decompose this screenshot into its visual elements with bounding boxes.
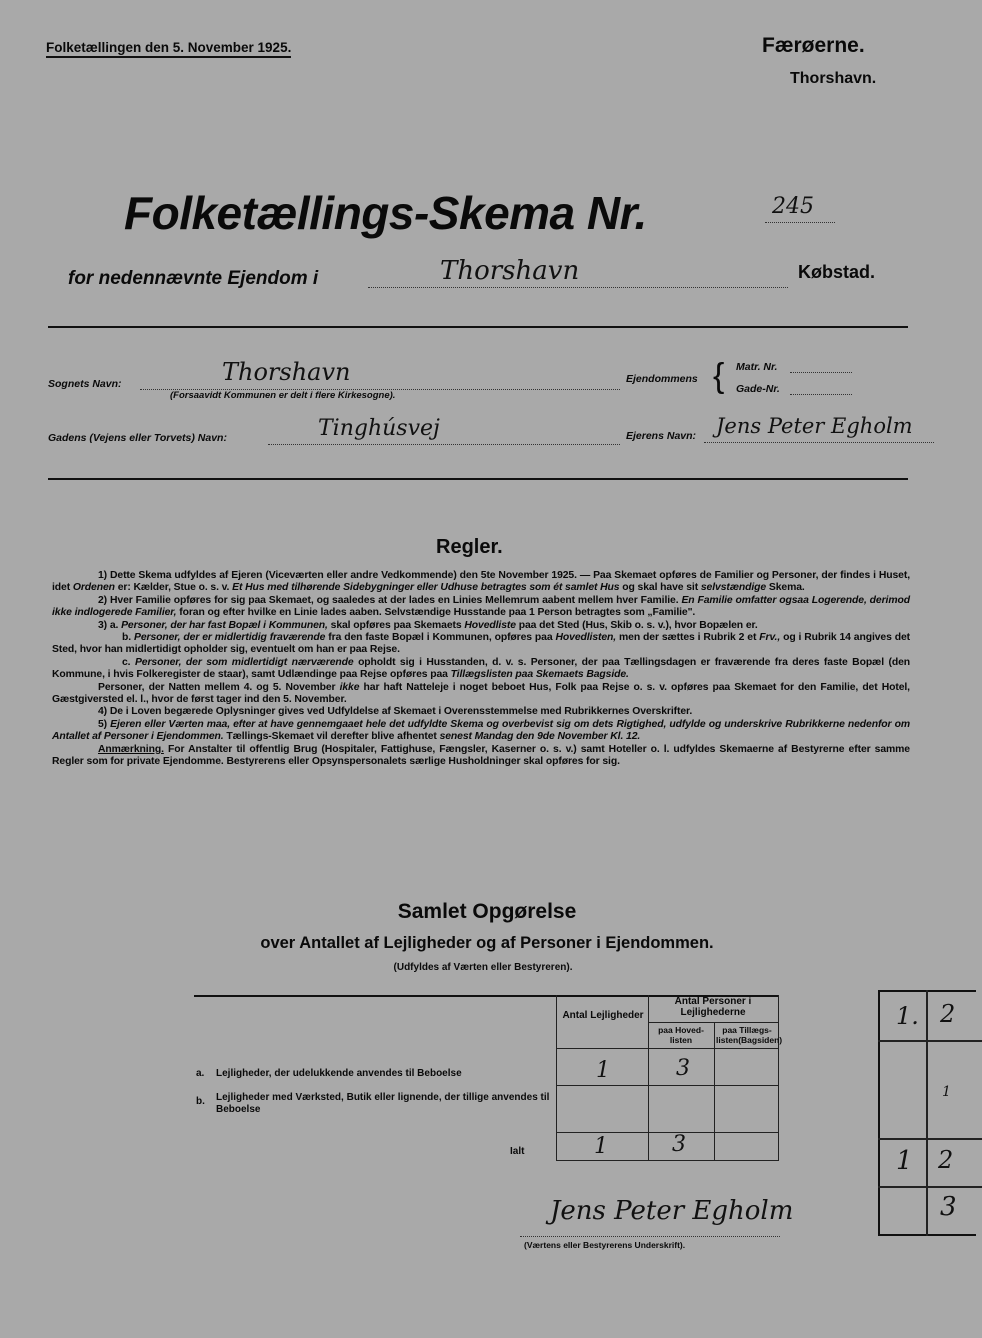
ownership-brace: { [713,357,725,395]
side-r3c2: 2 [938,1146,954,1174]
signature-caption: (Værtens eller Bestyrerens Underskrift). [524,1240,686,1250]
total-apartments-value: 1 [594,1134,608,1159]
rule-5: 5) Ejeren eller Værten maa, efter at have gennemgaaet hele det udfyldte Skema og overbevist sig om dets Rigtighed, udfylde og underskrive Rubrikkerne nedenfor om Antallet af Personer i Ejendommen. Tællings-Skemaet vil derefter blive afhentet senest Mandag den 9de November Kl. 12. [52,718,910,743]
matr-line [790,372,852,373]
street-label: Gadens (Vejens eller Torvets) Navn: [48,432,227,444]
summary-subheading: over Antallet af Lejligheder og af Personer i Ejendommen. [260,934,714,952]
fields-divider [48,478,908,480]
owner-signature: Jens Peter Egholm [550,1196,794,1226]
rule-3c: c. Personer, der som midlertidigt nærværende opholdt sig i Husstanden, d. v. s. Personer, der paa Tællingsdagen er fraværende fra deres faste Bopæl (den Kommune, i hvis Folkeregister de staar), samt Udlændinge paa Rejse opføres paa Tillægslisten paa Skemaets Bagside. [52,656,910,681]
owner-line [704,442,934,443]
side-box-divider [926,990,928,1236]
summary-note: (Udfyldes af Værten eller Bestyreren). [393,962,573,973]
row-a-main-value: 3 [676,1056,690,1081]
form-title: Folketællings-Skema Nr. [124,187,647,239]
rule-3b: b. Personer, der er midlertidig fraværende fra den faste Bopæl i Kommunen, opføres paa Hovedlisten, men der sættes i Rubrik 2 et Frv., og i Rubrik 14 angives det Sted, hvor han midlertidigt opholder sig, eventuelt om han er paa Rejse. [52,632,911,656]
row-b-label: b. [196,1096,205,1107]
side-r1c2: 2 [940,1000,956,1028]
owner-label: Ejerens Navn: [626,430,697,442]
row-a-label: a. [196,1068,205,1079]
total-label: Ialt [510,1146,525,1157]
table-col-line-4 [778,995,779,1161]
side-r1c1: 1. [896,1002,919,1030]
owner-value: Jens Peter Egholm [716,414,913,438]
parish-label: Sognets Navn: [48,378,122,390]
property-value: Thorshavn [440,256,580,286]
gade-line [790,394,852,395]
rule-note: Anmærkning. For Anstalter til offentlig Brug (Hospitaler, Fattighuse, Fængsler, Kaserner o. s. v.) samt Hoteller o. l. udfyldes Skemaerne af Bestyrerne efter samme Regler som for private Ejendomme. Bestyrerens eller Opsynspersonalets særlige Husholdninger skal opføres for sig. [52,743,910,768]
col-supp-list-header: paa Tillægs-listen(Bagsiden) [716,1025,783,1045]
summary-heading: Samlet Opgørelse [397,900,577,923]
table-row-rule-1 [556,1085,778,1086]
top-divider [48,326,908,328]
rules-heading: Regler. [436,536,503,558]
table-subhead-rule [648,1022,778,1023]
side-box-rule-2 [878,1138,982,1140]
rule-4: 4) De i Loven begærede Oplysninger gives ved Udfyldelse af Skemaet i Overensstemmelse med Rubrikkernes Overskrifter. [98,706,693,718]
rule-3d: Personer, der Natten mellem 4. og 5. November ikke har haft Natteleje i noget beboet Hus, Folk paa Rejse o. s. v. opføres paa Skemaet for den Familie, det Hotel, Gæstgiversted el. l., hvor de først tager ind den 5. November. [52,681,910,706]
parish-note: (Forsaavidt Kommunen er delt i flere Kirkesogne). [170,390,396,401]
row-a-apartments-value: 1 [596,1058,610,1083]
table-col-line-2 [648,995,649,1161]
region-label: Færøerne. [762,34,865,57]
table-bottom-rule [556,1160,778,1161]
table-col-line-1 [556,995,557,1161]
table-head-rule [556,1048,778,1049]
town-label: Thorshavn. [790,70,877,87]
rule-1: 1) Dette Skema udfyldes af Ejeren (Viceværten eller andre Vedkommende) den 5te November 1925. — Paa Skemaet opføres de Familier og Personer, der findes i Huset, idet Ordenen er: Kælder, Stue o. s. v. Et Hus med tilhørende Sidebygninger eller Udhuse betragtes som ét samlet Hus og skal have sit selvstændige Skema. [52,570,910,594]
parish-value: Thorshavn [222,358,351,386]
form-number: 245 [772,194,814,219]
table-row-rule-2 [556,1132,778,1133]
col-apartments-header: Antal Lejligheder [562,1010,644,1021]
rule-2: 2) Hver Familie opføres for sig paa Skemaet, og saaledes at der lades en Linies Mellemrum aabent mellem hver Familie. En Familie omfatter ogsaa Logerende, derimod ikke indlogerede Familier, foran og efter hvilke en Linie lades aaben. Selvstændige Husstande paa 1 Person betragtes som „Familie". [52,594,910,619]
side-r2c2: 1 [942,1084,951,1100]
matr-label: Matr. Nr. [736,361,778,373]
side-box-rule-3 [878,1186,982,1188]
side-box-rule-1 [878,1040,982,1042]
form-number-line [765,222,835,223]
rules-body [52,570,910,769]
col-persons-header: Antal Personer i Lejlighederne [674,996,752,1018]
street-line [268,444,620,445]
signature-line [520,1236,780,1237]
rule-3a: 3) a. Personer, der har fast Bopæl i Kommunen, skal opføres paa Skemaets Hovedliste paa det Sted (Hus, Skib o. s. v.), hvor Bopælen er. [98,619,758,631]
street-value: Tinghúsvej [318,416,440,441]
side-r4c2: 3 [940,1192,957,1222]
property-prefix: for nedennævnte Ejendom i [68,268,319,289]
col-main-list-header: paa Hoved-listen [658,1025,704,1045]
census-date-header: Folketællingen den 5. November 1925. [46,40,291,58]
ownership-label: Ejendommens [626,373,698,385]
row-b-text: Lejligheder med Værksted, Butik eller lignende, der tillige anvendes til Beboelse [216,1092,550,1115]
total-main-value: 3 [672,1132,686,1157]
row-a-text: Lejligheder, der udelukkende anvendes til Beboelse [216,1068,462,1079]
gade-label: Gade-Nr. [736,383,780,395]
property-line [368,287,788,288]
side-r3c1: 1 [896,1146,913,1176]
table-col-line-3 [714,1022,715,1161]
property-suffix: Købstad. [798,262,876,282]
